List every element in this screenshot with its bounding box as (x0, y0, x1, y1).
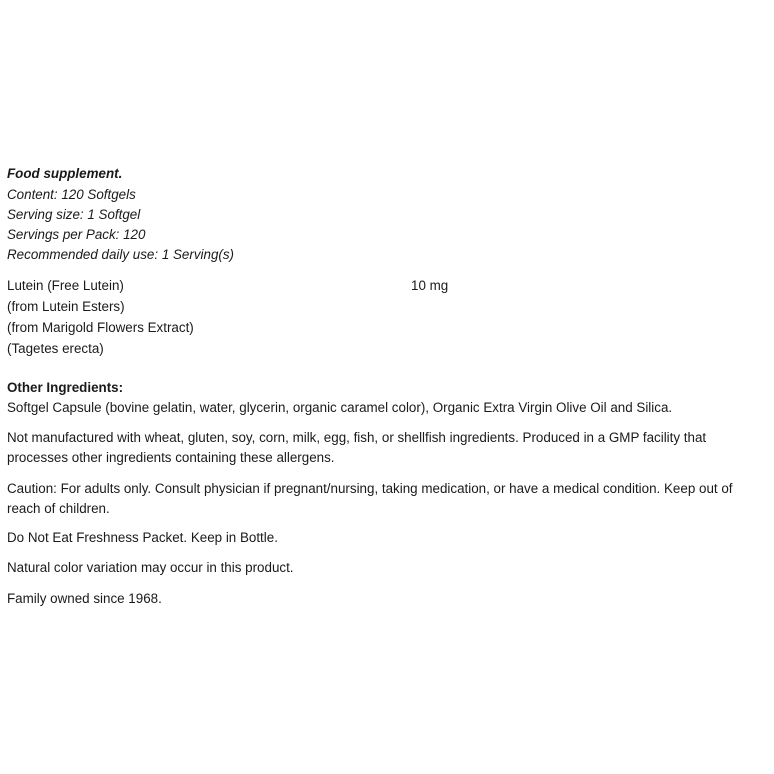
allergen-note: Not manufactured with wheat, gluten, soy, corn, milk, egg, fish, or shellfish ingredients. Produced in a GMP facility that processes other ingredients containing these allergens. (7, 430, 707, 465)
color-variation-note: Natural color variation may occur in this product. (7, 560, 294, 575)
nutrient-amount: 10 mg (411, 278, 449, 293)
nutrient-source-line: (from Lutein Esters) (7, 299, 125, 314)
serving-size-line: Serving size: 1 Softgel (7, 207, 141, 222)
content-line: Content: 120 Softgels (7, 187, 136, 202)
nutrient-source-line: (Tagetes erecta) (7, 341, 104, 356)
other-ingredients-heading: Other Ingredients: (7, 380, 124, 395)
nutrient-source-line: (from Marigold Flowers Extract) (7, 320, 194, 335)
other-ingredients-text: Softgel Capsule (bovine gelatin, water, glycerin, organic caramel color), Organic Extra Virgin Olive Oil and Silica. (7, 400, 673, 415)
caution-note: Caution: For adults only. Consult physician if pregnant/nursing, taking medication, or have a medical condition. Keep out of reach of children. (7, 481, 733, 516)
recommended-use-line: Recommended daily use: 1 Serving(s) (7, 247, 235, 262)
servings-per-pack-line: Servings per Pack: 120 (7, 227, 146, 242)
nutrient-name: Lutein (Free Lutein) (7, 278, 124, 293)
family-owned-note: Family owned since 1968. (7, 591, 162, 606)
product-type-heading: Food supplement. (7, 166, 123, 181)
freshness-note: Do Not Eat Freshness Packet. Keep in Bottle. (7, 530, 278, 545)
